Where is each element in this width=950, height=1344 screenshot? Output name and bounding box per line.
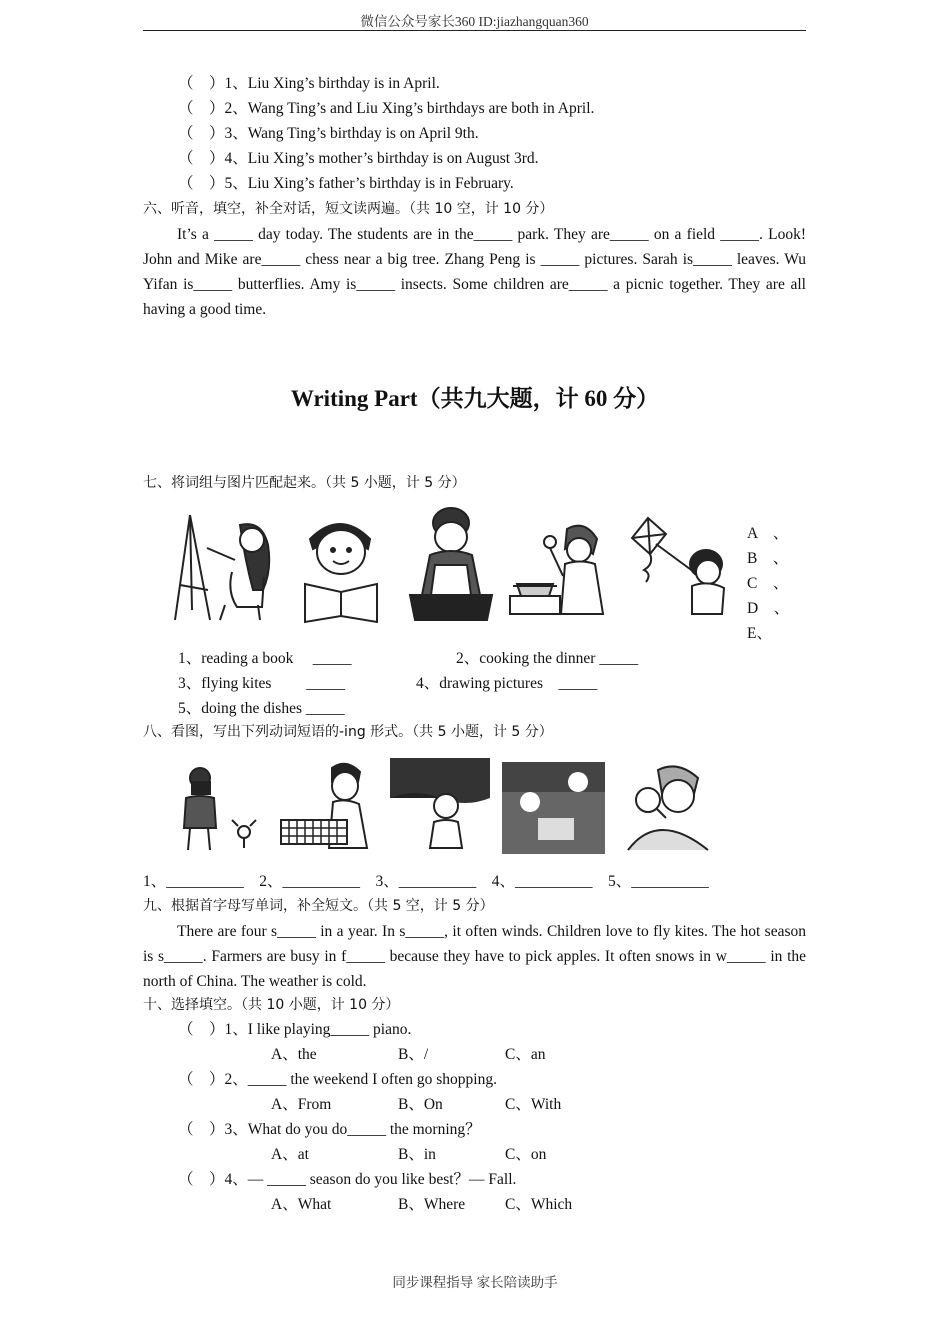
header-rule	[143, 30, 806, 31]
match-item-4: 4、drawing pictures _____	[416, 675, 598, 692]
page-header: 微信公众号家长360 ID:jiazhangquan360	[360, 14, 589, 29]
match-letter-b: B 、	[747, 550, 789, 567]
match-letter-e: E、	[747, 625, 772, 642]
judge-item-2: （ ）2、Wang Ting’s and Liu Xing’s birthdays are both in April.	[178, 100, 595, 117]
mc-option-3a: A、at	[271, 1146, 309, 1163]
match-item-2: 2、cooking the dinner _____	[456, 650, 639, 667]
section-7-title: 七、将词组与图片匹配起来。（共 5 小题，计 5 分）	[143, 475, 466, 491]
mc-option-3b: B、in	[398, 1146, 436, 1163]
section-8-title: 八、看图，写出下列动词短语的-ing 形式。（共 5 小题，计 5 分）	[143, 724, 553, 740]
picture-drawing-icon	[170, 510, 275, 622]
section-6-passage	[143, 222, 806, 322]
mc-option-1b: B、/	[398, 1046, 429, 1063]
judge-item-4: （ ）4、Liu Xing’s mother’s birthday is on August 3rd.	[178, 150, 539, 167]
mc-question-1: （ ）1、I like playing_____ piano.	[178, 1021, 412, 1038]
mc-option-3c: C、on	[505, 1146, 547, 1163]
match-letter-d: D 、	[747, 600, 790, 617]
page-footer: 同步课程指导 家长陪读助手	[392, 1275, 558, 1290]
section-6-text: It’s a _____ day today. The students are in the_____ park. They are_____ on a field _____. Look! John and Mike are_____ chess near a big tree. Zhang Peng is _____ pictures. Sarah is_____ leaves. Wu Yifan is_____ butterflies. Amy is_____ insects. Some children are_____ a picnic together. They are all having a good time.	[143, 226, 806, 318]
section-6-title: 六、听音，填空，补全对话，短文读两遍。（共 10 空，计 10 分）	[143, 201, 554, 217]
mc-option-4a: A、What	[271, 1196, 332, 1213]
match-letter-c: C 、	[747, 575, 789, 592]
picture-cooking-icon	[505, 514, 610, 622]
mc-option-2a: A、From	[271, 1096, 332, 1113]
mc-option-4c: C、Which	[505, 1196, 573, 1213]
picture-picnic-icon	[502, 762, 605, 854]
match-item-5: 5、doing the dishes _____	[178, 700, 345, 717]
mc-option-2b: B、On	[398, 1096, 443, 1113]
judge-item-1: （ ）1、Liu Xing’s birthday is in April.	[178, 75, 440, 92]
match-item-3: 3、flying kites _____	[178, 675, 346, 692]
section-10-title: 十、选择填空。（共 10 小题，计 10 分）	[143, 997, 400, 1013]
writing-part-title: Writing Part（共九大题，计 60 分）	[290, 386, 660, 411]
section-8-blanks: 1、__________ 2、__________ 3、__________ 4、__________ 5、__________	[143, 873, 709, 890]
mc-option-2c: C、With	[505, 1096, 562, 1113]
mc-option-1a: A、the	[271, 1046, 317, 1063]
mc-question-2: （ ）2、_____ the weekend I often go shopping.	[178, 1071, 497, 1088]
picture-photo-icon	[172, 762, 262, 852]
picture-chess-icon	[277, 758, 377, 852]
judge-item-5: （ ）5、Liu Xing’s father’s birthday is in February.	[178, 175, 514, 192]
mc-question-3: （ ）3、What do you do_____ the morning？	[178, 1121, 481, 1138]
match-item-1: 1、reading a book _____	[178, 650, 352, 667]
picture-dishes-icon	[405, 505, 497, 623]
match-letter-a: A 、	[747, 525, 789, 542]
picture-leaves-icon	[390, 758, 490, 852]
section-9-text: There are four s_____ in a year. In s_____, it often winds. Children love to fly kites. The hot season is s_____. Farmers are busy in f_____ because they have to pick apples. It often snows in w_____ in the north of China. The weather is cold.	[143, 923, 806, 990]
section-9-title: 九、根据首字母写单词，补全短文。（共 5 空，计 5 分）	[143, 898, 494, 914]
section-9-passage	[143, 919, 806, 994]
picture-reading-icon	[295, 514, 387, 624]
judge-item-3: （ ）3、Wang Ting’s birthday is on April 9th.	[178, 125, 479, 142]
picture-kite-icon	[626, 514, 736, 622]
picture-insects-icon	[618, 760, 718, 854]
mc-option-1c: C、an	[505, 1046, 546, 1063]
mc-question-4: （ ）4、— _____ season do you like best？— Fall.	[178, 1171, 517, 1188]
mc-option-4b: B、Where	[398, 1196, 466, 1213]
